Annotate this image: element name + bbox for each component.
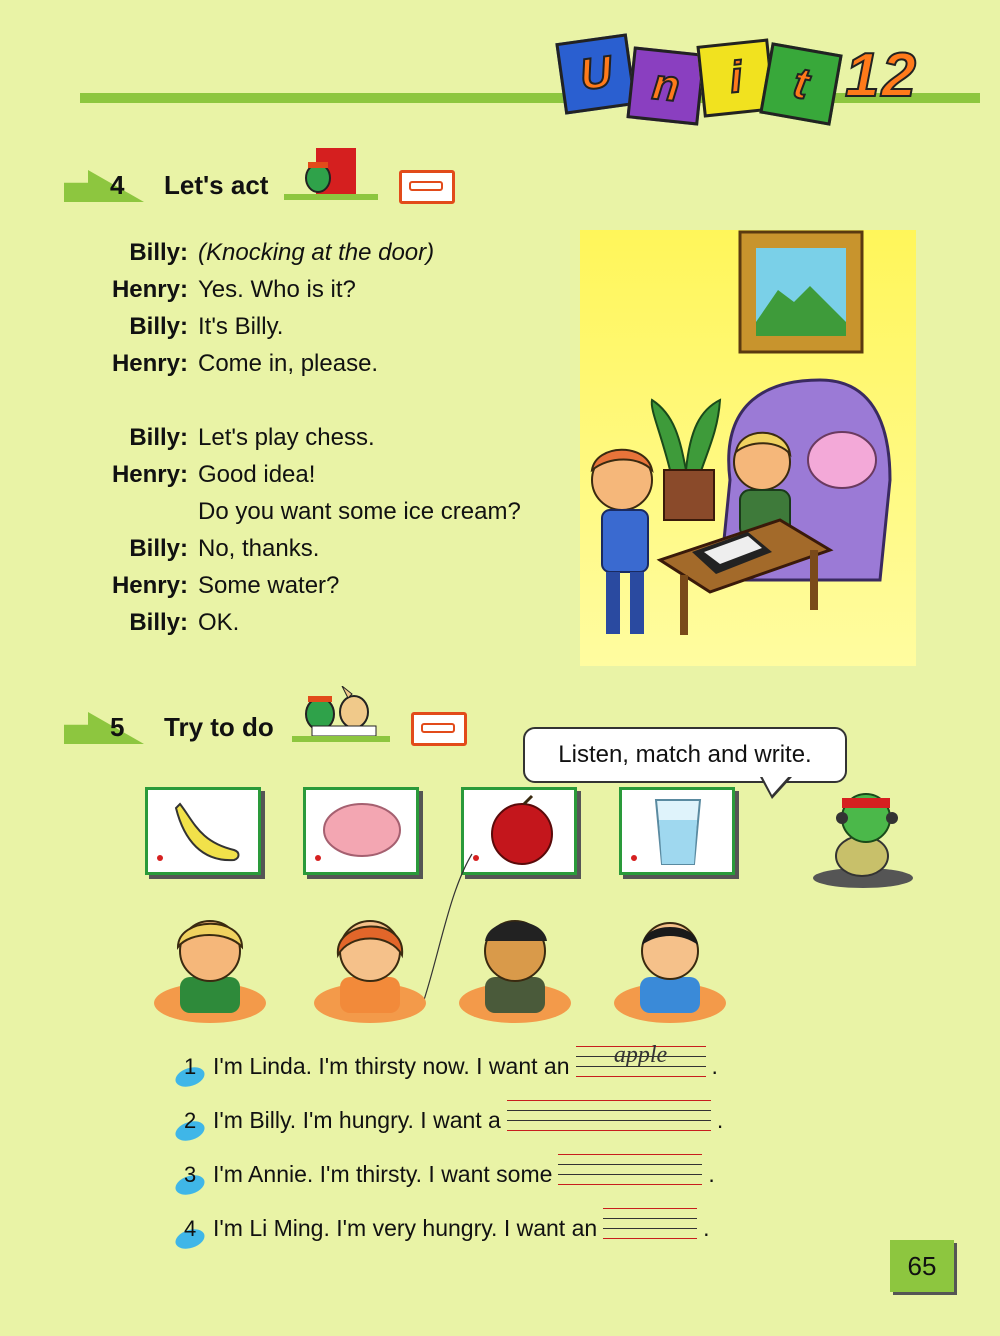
exercise-item-4: [175, 1202, 795, 1242]
unit-tile-i: i: [696, 38, 775, 117]
section-4-header: [64, 170, 464, 214]
item-number: 4: [175, 1216, 213, 1242]
speaker: Billy:: [129, 313, 188, 340]
turtle-curtain-icon: [286, 148, 358, 200]
dialogue-line: [100, 419, 580, 456]
turtle-rabbit-reading-icon: [298, 686, 390, 742]
bubble-tail-inner: [762, 776, 789, 795]
speaker: Henry:: [111, 461, 188, 488]
speaker: Henry:: [111, 276, 188, 303]
dialogue-line: [100, 308, 580, 345]
item-number: 2: [175, 1108, 213, 1134]
dialogue-line: [100, 530, 580, 567]
exercise-item-2: [175, 1094, 795, 1134]
unit-tile-n: n: [626, 46, 705, 125]
egg-icon: [306, 790, 416, 872]
unit-title: [550, 28, 980, 128]
answer-text: apple: [613, 1042, 668, 1068]
dialogue-line: [100, 456, 580, 493]
speech: Come in, please.: [198, 350, 379, 377]
item-card-banana[interactable]: [145, 787, 261, 875]
dialogue-line: [100, 567, 580, 604]
item-card-water[interactable]: [619, 787, 735, 875]
section-underline: [284, 194, 378, 200]
section-tab: [64, 712, 144, 744]
speaker: [100, 493, 198, 530]
unit-tile-u: U: [555, 33, 636, 114]
turtle-mascot-headphones: [808, 782, 918, 892]
speech: Good idea!: [198, 461, 316, 488]
match-dot[interactable]: [315, 855, 321, 861]
speaker: Billy:: [129, 424, 188, 451]
exercise-text: I'm Linda. I'm thirsty now. I want an: [213, 1053, 570, 1079]
answer-blank[interactable]: [507, 1098, 711, 1134]
speaker: Henry:: [111, 350, 188, 377]
section-5-header: [64, 712, 484, 756]
section-title: Let's act: [164, 170, 269, 200]
living-room-scene: [580, 230, 916, 666]
instruction-bubble: Listen, match and write.: [523, 727, 847, 783]
answer-blank[interactable]: [576, 1044, 706, 1080]
speaker: [100, 382, 198, 419]
unit-tile-t: t: [759, 42, 842, 125]
section-underline: [292, 736, 390, 742]
cassette-icon[interactable]: [399, 170, 455, 204]
speech: (Knocking at the door): [198, 239, 435, 266]
kid-billy: [150, 905, 270, 1025]
framed-picture: [740, 232, 862, 352]
answer-blank[interactable]: [558, 1152, 702, 1188]
speaker: Billy:: [129, 239, 188, 266]
period: .: [711, 1053, 718, 1079]
speaker: Billy:: [129, 609, 188, 636]
period: .: [716, 1107, 724, 1133]
cassette-icon[interactable]: [411, 712, 467, 746]
exercise-text: I'm Billy. I'm hungry. I want a: [213, 1107, 501, 1133]
potted-plant: [652, 400, 720, 520]
exercise-text: I'm Annie. I'm thirsty. I want some: [213, 1161, 553, 1187]
banana-icon: [148, 790, 258, 872]
dialogue-line: [100, 345, 580, 382]
dialogue-line: [100, 271, 580, 308]
speaker: Henry:: [111, 572, 188, 599]
boy-billy-standing: [592, 450, 652, 634]
page-number: 65: [890, 1240, 954, 1292]
speech: Yes. Who is it?: [198, 276, 356, 303]
section-tab: [64, 170, 144, 202]
kid-annie: [610, 905, 730, 1025]
section-number: 4: [110, 170, 125, 200]
unit-number: 12: [845, 41, 918, 110]
dialogue-line: [100, 604, 580, 641]
dialogue-line: [100, 234, 580, 271]
period: .: [703, 1215, 710, 1241]
kid-li-ming-cap: [455, 905, 575, 1025]
match-dot[interactable]: [157, 855, 163, 861]
speech: Do you want some ice cream?: [198, 498, 521, 525]
dialogue: [100, 234, 580, 641]
apple-icon: [464, 790, 574, 872]
exercise-item-3: [175, 1148, 795, 1188]
section-number: 5: [110, 712, 125, 742]
period: .: [708, 1161, 715, 1187]
exercise-text: I'm Li Ming. I'm very hungry. I want an: [213, 1215, 598, 1241]
item-number: 1: [175, 1054, 213, 1080]
exercise-item-1: [175, 1040, 795, 1080]
dialogue-gap: [100, 382, 580, 419]
speech: Some water?: [198, 572, 340, 599]
match-dot[interactable]: [631, 855, 637, 861]
answer-blank[interactable]: [603, 1206, 697, 1242]
living-room-illustration: [580, 230, 916, 666]
speaker: Billy:: [129, 535, 188, 562]
speech: Let's play chess.: [198, 424, 375, 451]
speech: No, thanks.: [198, 535, 320, 562]
water-glass-icon: [622, 790, 732, 872]
item-number: 3: [175, 1162, 213, 1188]
speech: It's Billy.: [198, 313, 284, 340]
speech: OK.: [198, 609, 240, 636]
item-card-egg[interactable]: [303, 787, 419, 875]
kid-linda: [310, 905, 430, 1025]
section-title: Try to do: [164, 712, 274, 742]
dialogue-line: [100, 493, 580, 530]
